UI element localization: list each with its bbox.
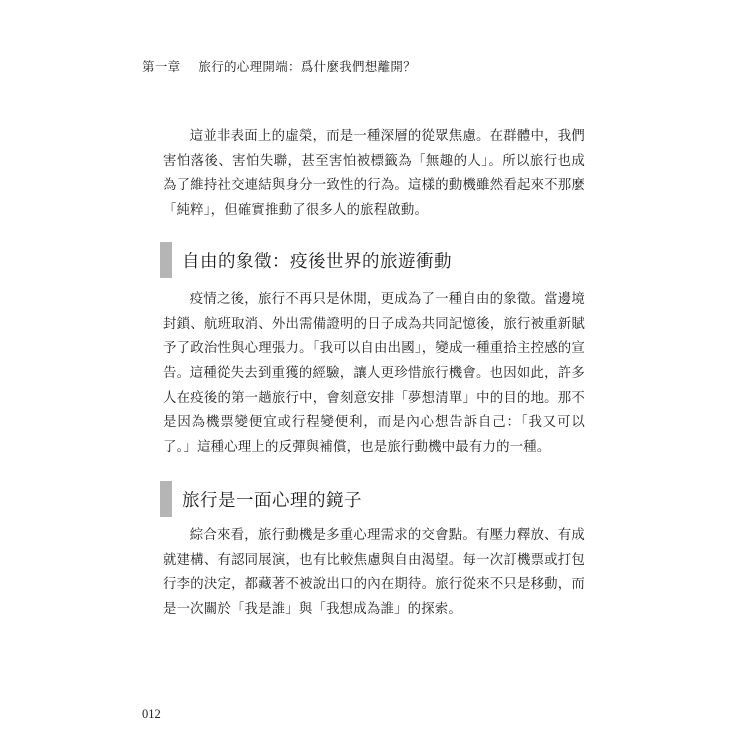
section-heading-mirror <box>160 481 362 517</box>
running-head <box>142 57 416 75</box>
paragraph-mirror: 綜合來看，旅行動機是多重心理需求的交會點。有壓力釋放、有成就建構、有認同展演，也有比較焦慮與自由渴望。每一次訂機票或打包行李的決定，都藏著不被說出口的內在期待。旅行從來不只是移動，而是一次關於「我是誰」與「我想成為誰」的探索。 <box>163 528 585 617</box>
section-heading-title: 自由的象徵：疫後世界的旅遊衝動 <box>182 251 452 272</box>
section-heading-freedom <box>160 242 452 278</box>
paragraph-freedom-2: 這種從失去到重獲的經驗，讓人更珍惜旅行機會。也因如此，許多人在疫後的第一趟旅行中，會刻意安排「夢想清單」中的目的地。那不是因為機票變便宜或行程變便利，而是內心想告訴自己：「我又可以了。」這種心理上的反彈與補償，也是旅行動機中最有力的一種。 <box>163 366 585 455</box>
section-heading-bar <box>160 481 172 517</box>
chapter-label: 第一章 <box>142 59 181 74</box>
chapter-title: 旅行的心理開端：爲什麼我們想離開？ <box>198 59 417 74</box>
paragraph-intro: 這並非表面上的虛榮，而是一種深層的從眾焦慮。在群體中，我們害怕落後、害怕失聯，甚至害怕被標籤為「無趣的人」。所以旅行也成為了維持社交連結與身分一致性的行為。這樣的動機雖然看起來不那麼「純粹」，但確實推動了很多人的旅程啟動。 <box>163 129 585 218</box>
paragraph-freedom-1: 疫情之後，旅行不再只是休閒，更成為了一種自由的象徵。當邊境封鎖、航班取消、外出需備證明的日子成為共同記憶後，旅行被重新賦予了政治性與心理張力。「我可以自由出國」，變成一種重拾主控感的宣告。 <box>163 292 585 381</box>
page-number: 012 <box>142 707 161 721</box>
section-heading-title: 旅行是一面心理的鏡子 <box>182 490 362 511</box>
section-heading-bar <box>160 242 172 278</box>
